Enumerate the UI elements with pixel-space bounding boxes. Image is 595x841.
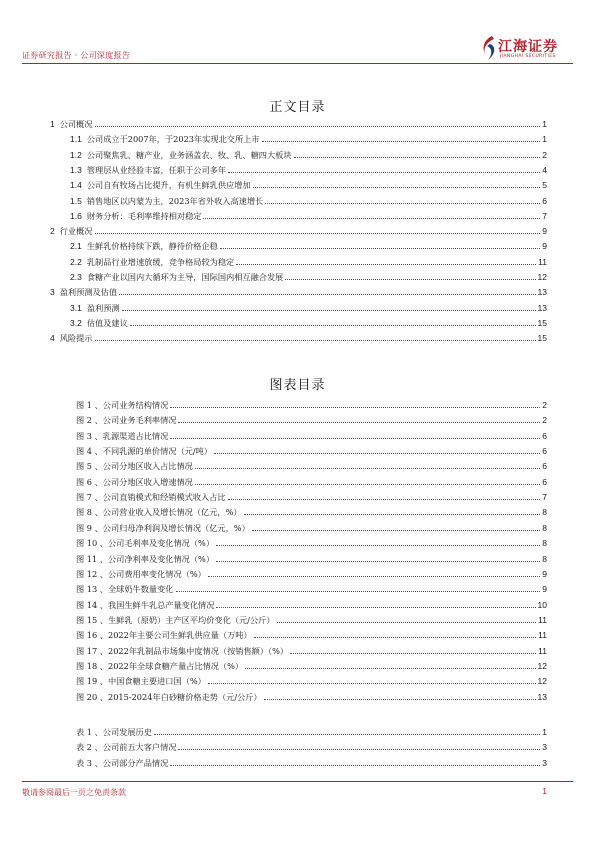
- entry-title: 图 6 、公司分地区收入增速情况: [76, 476, 193, 487]
- toc-entry[interactable]: [50, 116, 547, 129]
- entry-title: 公司聚焦乳、糖产业，业务涵盖农、牧、乳、糖四大板块: [86, 149, 292, 160]
- figure-entry[interactable]: [76, 673, 547, 686]
- entry-title: 表 3 、公司部分产品情况: [76, 757, 169, 768]
- toc-entry[interactable]: [50, 330, 547, 343]
- figures-title: 图表目录: [269, 378, 326, 393]
- entry-number: 3.2: [70, 317, 82, 328]
- entry-title: 估值及建议: [86, 317, 128, 328]
- figure-entry[interactable]: [76, 658, 547, 671]
- dot-leader: [203, 218, 540, 219]
- entry-title: 公司自有牧场占比提升，有机生鲜乳供应增加: [86, 180, 251, 191]
- figure-entry[interactable]: [76, 627, 547, 640]
- contents-title: 正文目录: [269, 100, 326, 115]
- figure-entry[interactable]: [76, 581, 547, 594]
- entry-title: 乳制品行业增速放缓，竞争格局较为稳定: [86, 256, 235, 267]
- entry-title: 管理层从业经验丰富，任职于公司多年: [86, 164, 227, 175]
- company-logo: [478, 34, 578, 64]
- entry-title: 图 4 、不同乳源的单价情况（元/吨）: [76, 446, 212, 457]
- entry-title: 图 1 、公司业务结构情况: [76, 400, 169, 410]
- entry-title: 图 15 、生鲜乳（原奶）主产区平均价变化（元/公斤）: [76, 614, 275, 625]
- dot-leader: [294, 157, 541, 158]
- entry-page-number: 1: [542, 134, 547, 145]
- entry-title: 公司概况: [59, 119, 93, 129]
- dot-leader: [214, 453, 540, 454]
- dot-leader: [122, 310, 536, 311]
- entry-number: 2.1: [70, 241, 82, 252]
- entry-page-number: 6: [542, 446, 547, 457]
- toc-entry[interactable]: [70, 208, 547, 221]
- entry-title: 图 18 、2022年全球食糖产量占比情况（%）: [76, 660, 244, 671]
- entry-page-number: 13: [537, 691, 547, 702]
- table-entry[interactable]: [76, 739, 547, 752]
- toc-entry[interactable]: [70, 131, 547, 144]
- entry-title: 公司成立于2007年，于2023年实现北交所上市: [86, 134, 260, 145]
- figure-entry[interactable]: [76, 504, 547, 517]
- dot-leader: [245, 668, 535, 669]
- dot-leader: [208, 576, 540, 577]
- entry-title: 图 12 、公司费用率变化情况（%）: [76, 568, 206, 579]
- entry-page-number: 11: [538, 645, 547, 656]
- entry-page-number: 11: [538, 614, 547, 625]
- entry-page-number: 9: [542, 241, 547, 252]
- entry-page-number: 1: [542, 727, 547, 737]
- figure-entry[interactable]: [76, 643, 547, 656]
- entry-page-number: 6: [542, 476, 547, 487]
- figure-entry[interactable]: [76, 566, 547, 579]
- figure-entry[interactable]: [76, 520, 547, 533]
- entry-number: 2.3: [70, 272, 82, 282]
- dot-leader: [170, 407, 540, 408]
- toc-entry[interactable]: [50, 223, 547, 236]
- logo-name-cn: 江海证券: [498, 39, 558, 55]
- dot-leader: [176, 591, 541, 592]
- figure-entry[interactable]: [76, 689, 547, 702]
- header-section-label: 证券研究报告 · 公司深度报告: [22, 51, 131, 60]
- entry-page-number: 10: [537, 599, 547, 610]
- entry-page-number: 6: [542, 430, 547, 441]
- figure-entry[interactable]: [76, 597, 547, 610]
- figure-entry[interactable]: [76, 612, 547, 625]
- table-entry[interactable]: [76, 724, 547, 737]
- entry-page-number: 8: [542, 553, 547, 564]
- entry-number: 1.2: [70, 149, 82, 160]
- toc-entry[interactable]: [70, 315, 547, 328]
- dot-leader: [170, 765, 540, 766]
- footer-disclaimer: 敬请参阅最后一页之免责条款: [22, 788, 126, 797]
- entry-title: 财务分析：毛利率维持相对稳定: [86, 210, 202, 221]
- entry-number: 4: [50, 333, 55, 344]
- dot-leader: [285, 279, 535, 280]
- entry-number: 3.1: [70, 302, 82, 313]
- toc-entry[interactable]: [70, 177, 547, 190]
- entry-number: 1.5: [70, 195, 82, 206]
- entry-number: 1.1: [70, 134, 82, 145]
- entry-page-number: 1: [542, 119, 547, 129]
- dot-leader: [216, 607, 535, 608]
- entry-page-number: 2: [542, 400, 547, 410]
- dot-leader: [95, 233, 541, 234]
- figure-entry[interactable]: [76, 412, 547, 425]
- toc-entry[interactable]: [70, 147, 547, 160]
- entry-title: 图 17 、2022年乳制品市场集中度情况（按销售额）（%）: [76, 645, 289, 656]
- toc-entry[interactable]: [70, 162, 547, 175]
- entry-page-number: 8: [542, 522, 547, 533]
- entry-title: 图 16 、2022年主要公司生鲜乳供应量（万吨）: [76, 630, 252, 641]
- entry-page-number: 9: [542, 584, 547, 595]
- entry-title: 生鲜乳价格持续下跌，静待价格企稳: [86, 241, 218, 252]
- dot-leader: [277, 622, 537, 623]
- table-entry[interactable]: [76, 755, 547, 768]
- figure-entry[interactable]: [76, 535, 547, 548]
- toc-entry[interactable]: [70, 193, 547, 206]
- entry-page-number: 9: [542, 226, 547, 237]
- entry-number: 2.2: [70, 256, 82, 267]
- logo-name-en: JIANGHAI SECURITIES: [500, 54, 556, 59]
- entry-title: 食糖产业以国内大循环为主导，国际国内相互融合发展: [86, 272, 284, 282]
- entry-title: 图 5 、公司分地区收入占比情况: [76, 461, 193, 472]
- dot-leader: [253, 187, 541, 188]
- entry-title: 行业概况: [59, 226, 93, 237]
- entry-page-number: 12: [537, 676, 547, 687]
- dot-leader: [216, 561, 540, 562]
- entry-page-number: 7: [542, 492, 547, 503]
- toc-entry[interactable]: [50, 284, 547, 297]
- footer-divider: [22, 781, 573, 782]
- dot-leader: [195, 468, 540, 469]
- entry-title: 销售地区以内蒙为主，2023年省外收入高速增长: [86, 195, 264, 206]
- entry-title: 表 1 、公司发展历史: [76, 727, 152, 737]
- entry-title: 表 2 、公司前五大客户情况: [76, 742, 177, 753]
- entry-page-number: 2: [542, 149, 547, 160]
- page-number: 1: [542, 786, 547, 796]
- figure-entry[interactable]: [76, 428, 547, 441]
- entry-page-number: 15: [537, 317, 547, 328]
- entry-page-number: 9: [542, 568, 547, 579]
- entry-page-number: 3: [542, 742, 547, 753]
- dot-leader: [95, 126, 541, 127]
- entry-page-number: 3: [542, 757, 547, 768]
- entry-title: 图 3 、乳源渠道占比情况: [76, 430, 169, 441]
- entry-title: 图 19 、中国食糖主要进口国（%）: [76, 676, 206, 687]
- dot-leader: [208, 683, 536, 684]
- entry-title: 图 14 、我国生鲜牛乳总产量变化情况: [76, 599, 215, 610]
- entry-title: 图 13 、全球奶牛数量变化: [76, 584, 174, 595]
- dot-leader: [264, 699, 536, 700]
- dot-leader: [228, 172, 540, 173]
- entry-page-number: 12: [537, 272, 547, 282]
- entry-title: 图 8 、公司营业收入及增长情况（亿元，%）: [76, 507, 242, 518]
- entry-number: 1.6: [70, 210, 82, 221]
- entry-title: 图 11 、公司净利率及变化情况（%）: [76, 553, 215, 564]
- dot-leader: [216, 545, 540, 546]
- figure-entry[interactable]: [76, 397, 547, 410]
- entry-page-number: 7: [542, 210, 547, 221]
- dot-leader: [130, 325, 536, 326]
- dot-leader: [244, 514, 541, 515]
- entry-number: 1.4: [70, 180, 82, 191]
- entry-page-number: 15: [537, 333, 547, 344]
- dot-leader: [265, 203, 540, 204]
- dot-leader: [195, 484, 540, 485]
- entry-page-number: 6: [542, 195, 547, 206]
- entry-number: 2: [50, 226, 55, 237]
- entry-page-number: 5: [542, 180, 547, 191]
- dot-leader: [228, 499, 541, 500]
- entry-page-number: 11: [538, 630, 547, 641]
- toc-entry[interactable]: [70, 254, 547, 267]
- dot-leader: [252, 530, 541, 531]
- dot-leader: [178, 749, 540, 750]
- entry-page-number: 6: [542, 461, 547, 472]
- dot-leader: [119, 294, 535, 295]
- entry-page-number: 8: [542, 538, 547, 549]
- entry-title: 图 2 、公司业务毛利率情况: [76, 415, 177, 426]
- entry-title: 图 10 、公司毛利率及变化情况（%）: [76, 538, 215, 549]
- entry-title: 图 20 、2015-2024年白砂糖价格走势（元/公斤）: [76, 691, 262, 702]
- dot-leader: [262, 141, 541, 142]
- dot-leader: [290, 653, 536, 654]
- dot-leader: [154, 734, 540, 735]
- entry-title: 盈利预测: [86, 302, 120, 313]
- entry-page-number: 2: [542, 415, 547, 426]
- entry-title: 风险提示: [59, 333, 93, 344]
- figure-entry[interactable]: [76, 458, 547, 471]
- entry-page-number: 13: [537, 287, 547, 298]
- header-divider: [22, 63, 573, 64]
- entry-number: 3: [50, 287, 55, 298]
- figure-entry[interactable]: [76, 551, 547, 564]
- entry-page-number: 13: [537, 302, 547, 313]
- dot-leader: [254, 637, 537, 638]
- entry-title: 图 7 、公司直销模式和经销模式收入占比: [76, 492, 226, 503]
- figure-entry[interactable]: [76, 443, 547, 456]
- dot-leader: [170, 438, 540, 439]
- entry-page-number: 8: [542, 507, 547, 518]
- entry-number: 1.3: [70, 164, 82, 175]
- entry-title: 盈利预测及估值: [59, 287, 118, 298]
- entry-title: 图 9 、公司归母净利润及增长情况（亿元，%）: [76, 522, 250, 533]
- figure-entry[interactable]: [76, 474, 547, 487]
- toc-entry[interactable]: [70, 300, 547, 313]
- toc-entry[interactable]: [70, 238, 547, 251]
- dot-leader: [220, 248, 540, 249]
- dot-leader: [236, 264, 536, 265]
- entry-page-number: 4: [542, 164, 547, 175]
- toc-entry[interactable]: [70, 269, 547, 282]
- entry-page-number: 12: [537, 660, 547, 671]
- figure-entry[interactable]: [76, 489, 547, 502]
- dot-leader: [178, 422, 540, 423]
- entry-page-number: 11: [538, 256, 547, 267]
- dot-leader: [95, 340, 536, 341]
- entry-number: 1: [50, 119, 55, 129]
